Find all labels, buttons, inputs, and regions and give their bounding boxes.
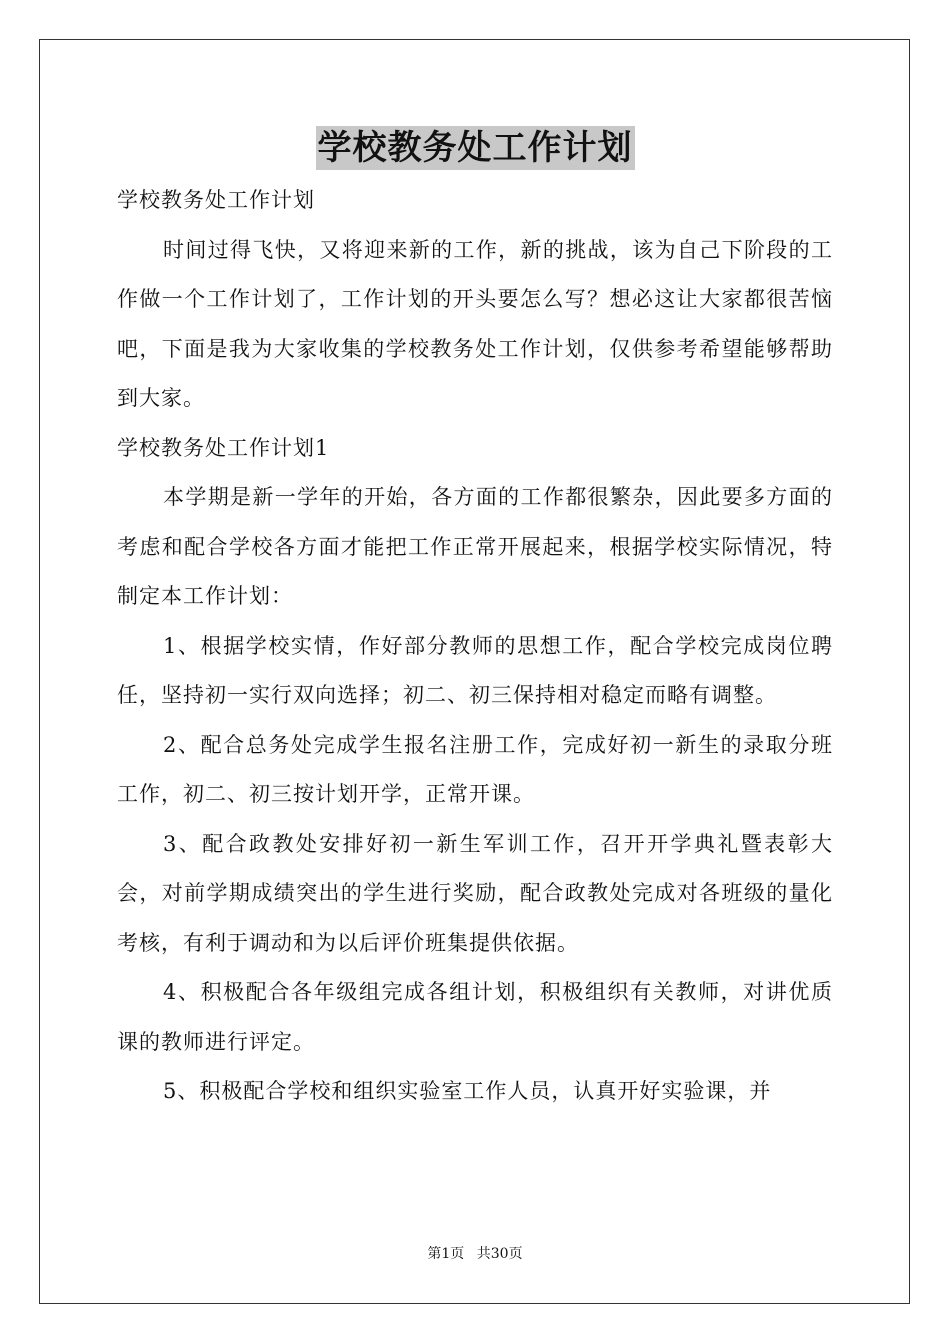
list-item: 1、根据学校实情，作好部分教师的思想工作，配合学校完成岗位聘任，坚持初一实行双向选择；初二、初三保持相对稳定而略有调整。 (117, 633, 833, 707)
list-item: 4、积极配合各年级组完成各组计划，积极组织有关教师，对讲优质课的教师进行评定。 (117, 980, 833, 1054)
title-container (0, 126, 950, 170)
section-heading: 学校教务处工作计划1 (117, 435, 330, 460)
document-title: 学校教务处工作计划 (317, 128, 633, 168)
document-subtitle: 学校教务处工作计划 (117, 188, 315, 212)
section-intro-paragraph: 本学期是新一学年的开始，各方面的工作都很繁杂，因此要多方面的考虑和配合学校各方面才能把工作正常开展起来，根据学校实际情况，特制定本工作计划： (117, 485, 833, 608)
intro-paragraph: 时间过得飞快，又将迎来新的工作，新的挑战，该为自己下阶段的工作做一个工作计划了，工作计划的开头要怎么写？想必这让大家都很苦恼吧，下面是我为大家收集的学校教务处工作计划，仅供参考希望能够帮助到大家。 (117, 237, 833, 410)
list-item: 2、配合总务处完成学生报名注册工作，完成好初一新生的录取分班工作，初二、初三按计划开学，正常开课。 (117, 732, 833, 806)
list-item: 3、配合政教处安排好初一新生军训工作，召开开学典礼暨表彰大会，对前学期成绩突出的学生进行奖励，配合政教处完成对各班级的量化考核，有利于调动和为以后评价班集提供依据。 (117, 831, 833, 955)
document-body (117, 176, 833, 1117)
list-item: 5、积极配合学校和组织实验室工作人员，认真开好实验课，并 (163, 1079, 772, 1103)
page-total: 共30页 (476, 1246, 523, 1262)
page-number: 第1页 (427, 1246, 465, 1262)
page-footer (0, 1244, 950, 1264)
